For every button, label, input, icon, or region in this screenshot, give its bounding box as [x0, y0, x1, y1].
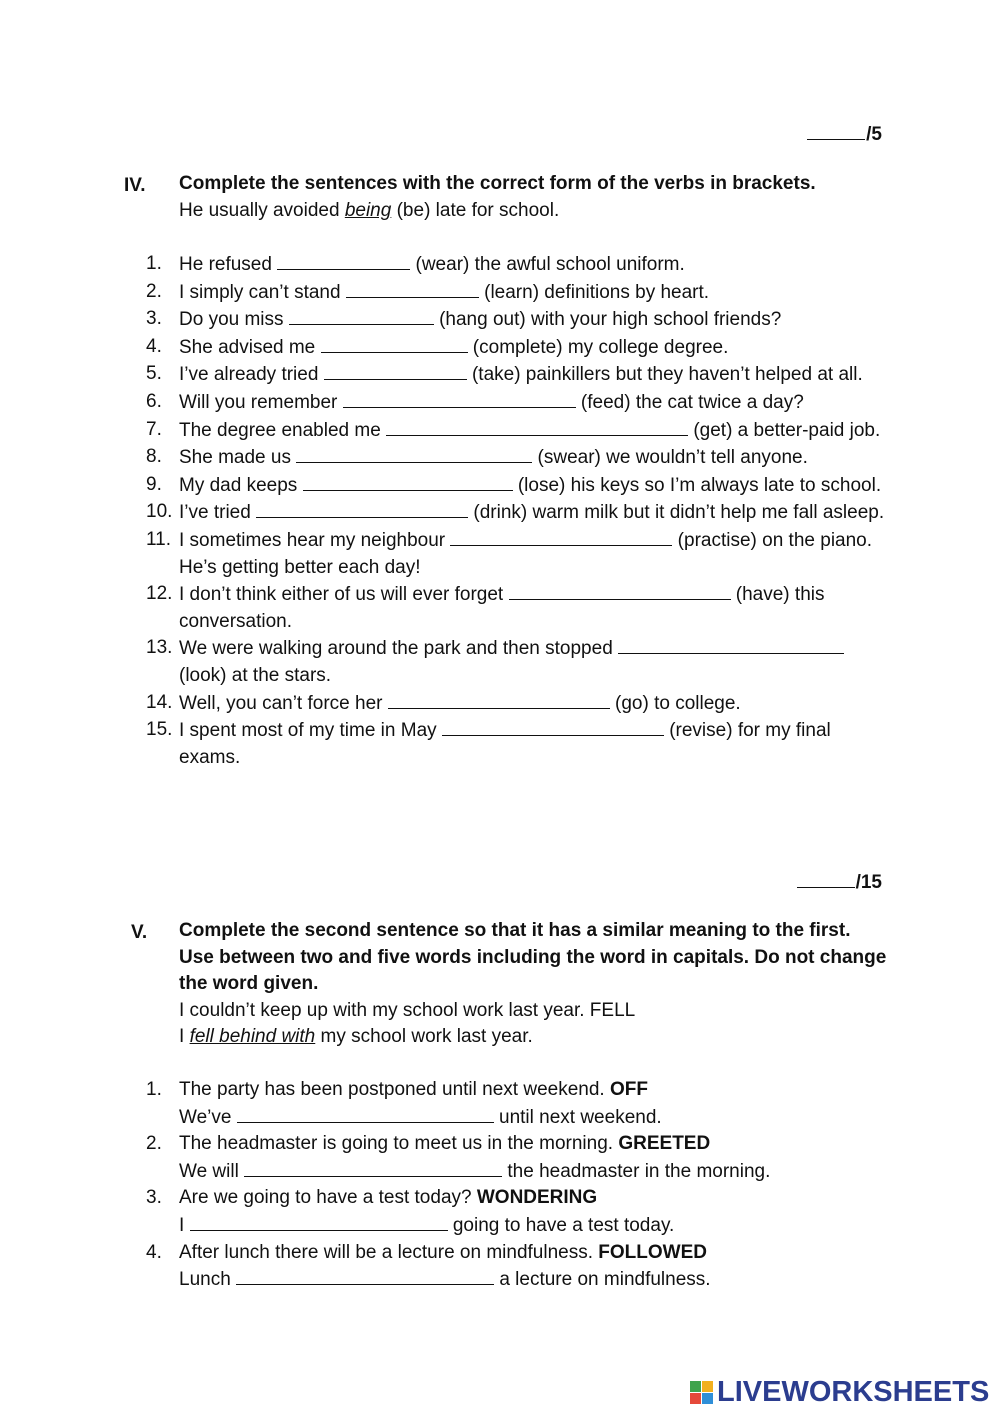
- answer-blank[interactable]: [442, 717, 664, 736]
- list-item: 15. I spent most of my time in May (revise) for my final exams.: [146, 719, 831, 768]
- list-item: 2. The headmaster is going to meet us in the morning. GREETED We will the headmaster in the morning.: [146, 1133, 771, 1182]
- liveworksheets-logo[interactable]: [690, 1376, 989, 1409]
- list-item: 2. I simply can’t stand (learn) definitions by heart.: [146, 280, 710, 303]
- answer-blank[interactable]: [190, 1212, 448, 1231]
- answer-blank[interactable]: [321, 334, 468, 353]
- answer-blank[interactable]: [509, 581, 731, 600]
- answer-blank[interactable]: [388, 690, 610, 709]
- section-4-header: [179, 171, 889, 224]
- list-item: 12. I don’t think either of us will ever forget (have) this conversation.: [146, 583, 825, 632]
- answer-blank[interactable]: [450, 527, 672, 546]
- list-item: 7. The degree enabled me (get) a better-paid job.: [146, 418, 881, 441]
- score-section-4: /15: [797, 868, 882, 894]
- answer-blank[interactable]: [236, 1266, 494, 1285]
- section-5-instruction: Complete the second sentence so that it has a similar meaning to the first. Use between two and five words including the word in capitals. Do not change the word given.: [179, 920, 887, 995]
- answer-blank[interactable]: [386, 417, 688, 436]
- answer-blank[interactable]: [277, 251, 410, 270]
- answer-blank[interactable]: [256, 499, 468, 518]
- list-item: 5. I’ve already tried (take) painkillers but they haven’t helped at all.: [146, 363, 863, 386]
- list-item: 8. She made us (swear) we wouldn’t tell anyone.: [146, 446, 808, 469]
- answer-blank[interactable]: [343, 389, 576, 408]
- list-item: 11. I sometimes hear my neighbour (practise) on the piano. He’s getting better each day!: [146, 528, 873, 578]
- section-5-header: [179, 918, 889, 1051]
- section-5-list: [146, 1077, 891, 1294]
- list-item: 1. He refused (wear) the awful school uniform.: [146, 253, 685, 275]
- liveworksheets-logo-icon: [690, 1381, 713, 1404]
- list-item: 4. After lunch there will be a lecture on mindfulness. FOLLOWED Lunch a lecture on mindfulness.: [146, 1241, 711, 1291]
- answer-blank[interactable]: [324, 361, 467, 380]
- section-4-instruction: Complete the sentences with the correct form of the verbs in brackets.: [179, 173, 816, 194]
- list-item: 4. She advised me (complete) my college degree.: [146, 335, 729, 358]
- section-4-numeral: IV.: [124, 175, 146, 196]
- answer-blank[interactable]: [244, 1158, 502, 1177]
- list-item: 3. Do you miss (hang out) with your high school friends?: [146, 308, 782, 331]
- list-item: 9. My dad keeps (lose) his keys so I’m always late to school.: [146, 473, 882, 496]
- section-4-example: He usually avoided being (be) late for school.: [179, 199, 560, 221]
- list-item: 1. The party has been postponed until next weekend. OFF We’ve until next weekend.: [146, 1079, 662, 1128]
- list-item: 10. I’ve tried (drink) warm milk but it didn’t help me fall asleep.: [146, 501, 885, 524]
- answer-blank[interactable]: [303, 472, 513, 491]
- score-blank[interactable]: [797, 868, 855, 888]
- list-item: 6. Will you remember (feed) the cat twice a day?: [146, 390, 804, 413]
- answer-blank[interactable]: [618, 635, 844, 654]
- logo-text: LIVEWORKSHEETS: [717, 1376, 990, 1408]
- score-blank[interactable]: [807, 120, 865, 140]
- answer-blank[interactable]: [346, 279, 479, 298]
- section-5-example-line1: I couldn’t keep up with my school work last year. FELL: [179, 999, 636, 1021]
- answer-blank[interactable]: [296, 444, 532, 463]
- answer-blank[interactable]: [237, 1104, 494, 1123]
- score-section-3: /5: [807, 120, 882, 146]
- answer-blank[interactable]: [289, 306, 434, 325]
- section-5-numeral: V.: [131, 922, 148, 943]
- list-item: 3. Are we going to have a test today? WONDERING I going to have a test today.: [146, 1187, 675, 1236]
- list-item: 14. Well, you can’t force her (go) to college.: [146, 691, 741, 714]
- section-4-list: [146, 251, 891, 771]
- section-5-example-line2: I fell behind with my school work last year.: [179, 1026, 533, 1048]
- list-item: 13. We were walking around the park and then stopped (look) at the stars.: [146, 635, 891, 689]
